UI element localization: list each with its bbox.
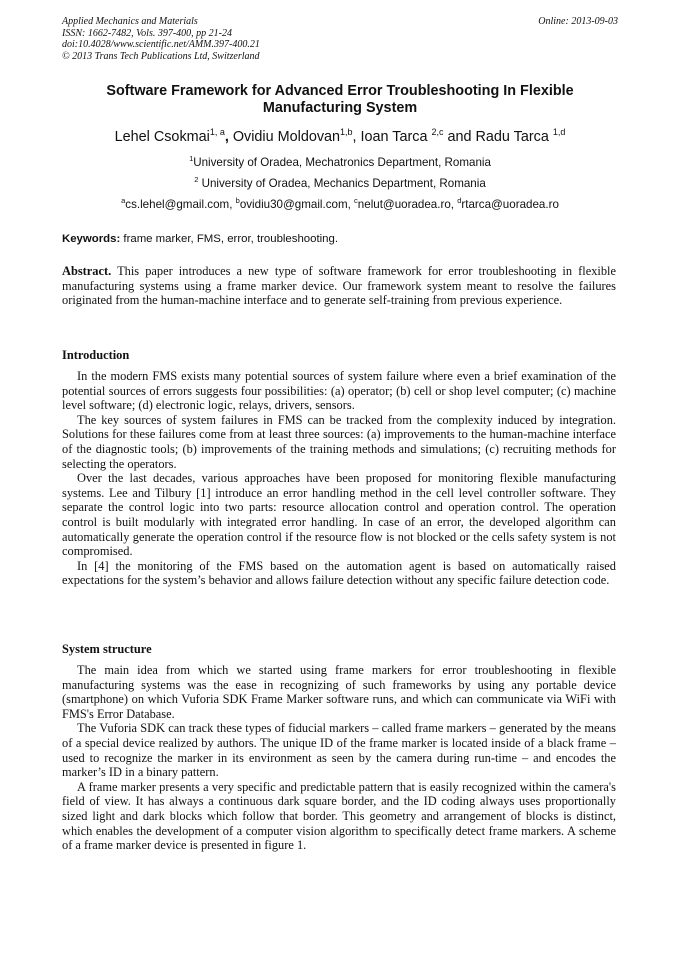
author-3-affil: 2,c (431, 127, 444, 137)
paragraph: A frame marker presents a very specific and predictable pattern that is easily recognized within the camera's field of view. It has always a continuous dark square border, and the ID coding always uses proportionally sized light and dark blocks which follow that border. This geometry and arrangement of blocks is distinct, which enables the development of a computer vision algorithm to specifically detect frame markers. A scheme of a frame marker device is presented in figure 1. (62, 779, 616, 853)
email-3: nelut@uoradea.ro, (357, 198, 458, 211)
author-1: Lehel Csokmai (114, 129, 210, 145)
introduction-body (62, 369, 616, 588)
paragraph: Over the last decades, various approaches have been proposed for monitoring flexible manufacturing systems. Lee and Tilbury [1] introduce an error handling method in the cell level controller software. They separate the control logic into two parts: resource allocation control and operation control. The operation control is built modularly with integrated error handling. In case of an error, the developed algorithm can automatically generate the operation control if the resource flow is not blocked or the cells safety system is not compromised. (62, 471, 616, 559)
abstract-label: Abstract. (62, 264, 112, 278)
author-3: Ioan Tarca (360, 129, 432, 145)
affiliation-1-text: University of Oradea, Mechatronics Department, Romania (193, 156, 491, 169)
journal-name: Applied Mechanics and Materials (62, 16, 198, 27)
affiliation-2-mark: 2 (194, 175, 199, 184)
paragraph: The key sources of system failures in FMS can be tracked from the complexity induced by integration. Solutions for these failures come from at least three sources: (a) improvements to the human-machine interface of the diagnostic tools; (b) improvements of the training methods and simulations; (c) recruiting methods for selecting the operators. (62, 412, 616, 471)
author-emails (62, 198, 618, 212)
issn-line: ISSN: 1662-7482, Vols. 397-400, pp 21-24 (62, 27, 232, 39)
introduction-heading: Introduction (62, 348, 130, 362)
title-line-2: Manufacturing System (262, 100, 418, 116)
author-4-affil: 1,d (552, 127, 566, 137)
email-2: ovidiu30@gmail.com, (239, 198, 355, 211)
affiliation-1-mark: 1 (189, 154, 194, 163)
doi-line: doi:10.4028/www.scientific.net/AMM.397-400.21 (62, 39, 260, 50)
author-separator: , (224, 129, 229, 145)
paragraph: The main idea from which we started using frame markers for error troubleshooting in flexible manufacturing systems was the ease in recognizing of such frameworks by using any portable device (smartphone) on which Vuforia SDK Frame Marker software runs, and which can communicate via WiFi with FMS's Error Database. (62, 663, 616, 721)
email-1: cs.lehel@gmail.com, (125, 198, 236, 211)
affiliation-2-text: University of Oradea, Mechanics Department, Romania (198, 177, 486, 190)
author-separator: and (443, 129, 476, 145)
paragraph: The Vuforia SDK can track these types of fiducial markers – called frame markers – generated by the means of a special device realized by authors. The unique ID of the frame marker is located inside of a black frame – used to recognize the marker in its environment as seen by the camera during run-time – and encodes the marker’s ID in a binary pattern. (62, 721, 616, 780)
email-3-mark: c (354, 196, 358, 205)
paper-title (62, 83, 618, 117)
abstract-text: This paper introduces a new type of software framework for error troubleshooting in flexible manufacturing systems using a frame marker device. Our framework system meant to resolve the failures originated from the human-machine interface and to generate self-training from previous experience. (62, 264, 616, 308)
paragraph: In the modern FMS exists many potential sources of system failure where even a brief examination of the potential sources of errors suggests four possibilities: (a) operator; (b) cell or shop level computer; (c) machine level software; (d) electronic logic, relays, drivers, sensors. (62, 369, 616, 413)
system-structure-body (62, 663, 616, 853)
email-1-mark: a (121, 196, 126, 205)
author-4: Radu Tarca (475, 129, 553, 145)
abstract (62, 264, 616, 308)
email-2-mark: b (235, 196, 240, 205)
keywords-text: frame marker, FMS, error, troubleshooting. (120, 233, 339, 245)
author-2: Ovidiu Moldovan (228, 129, 341, 145)
paragraph: In [4] the monitoring of the FMS based on the automation agent is based on automatically raised expectations for the system’s behavior and allows failure detection without any specific failure detection code. (62, 558, 616, 588)
email-4: rtarca@uoradea.ro (461, 198, 559, 211)
title-line-1: Software Framework for Advanced Error Troubleshooting In Flexible (106, 83, 574, 99)
author-list (40, 128, 640, 146)
email-4-mark: d (457, 196, 462, 205)
author-separator: , (352, 129, 361, 145)
journal-header (62, 16, 618, 62)
affiliation-1 (62, 156, 618, 170)
affiliation-2 (62, 177, 618, 191)
author-2-affil: 1,b (340, 127, 353, 137)
copyright-line: © 2013 Trans Tech Publications Ltd, Switzerland (62, 50, 260, 62)
author-1-affil: 1, a (209, 127, 225, 137)
system-structure-heading: System structure (62, 642, 152, 656)
online-date: Online: 2013-09-03 (538, 16, 618, 27)
keywords (62, 232, 618, 246)
keywords-label: Keywords: (62, 233, 121, 245)
